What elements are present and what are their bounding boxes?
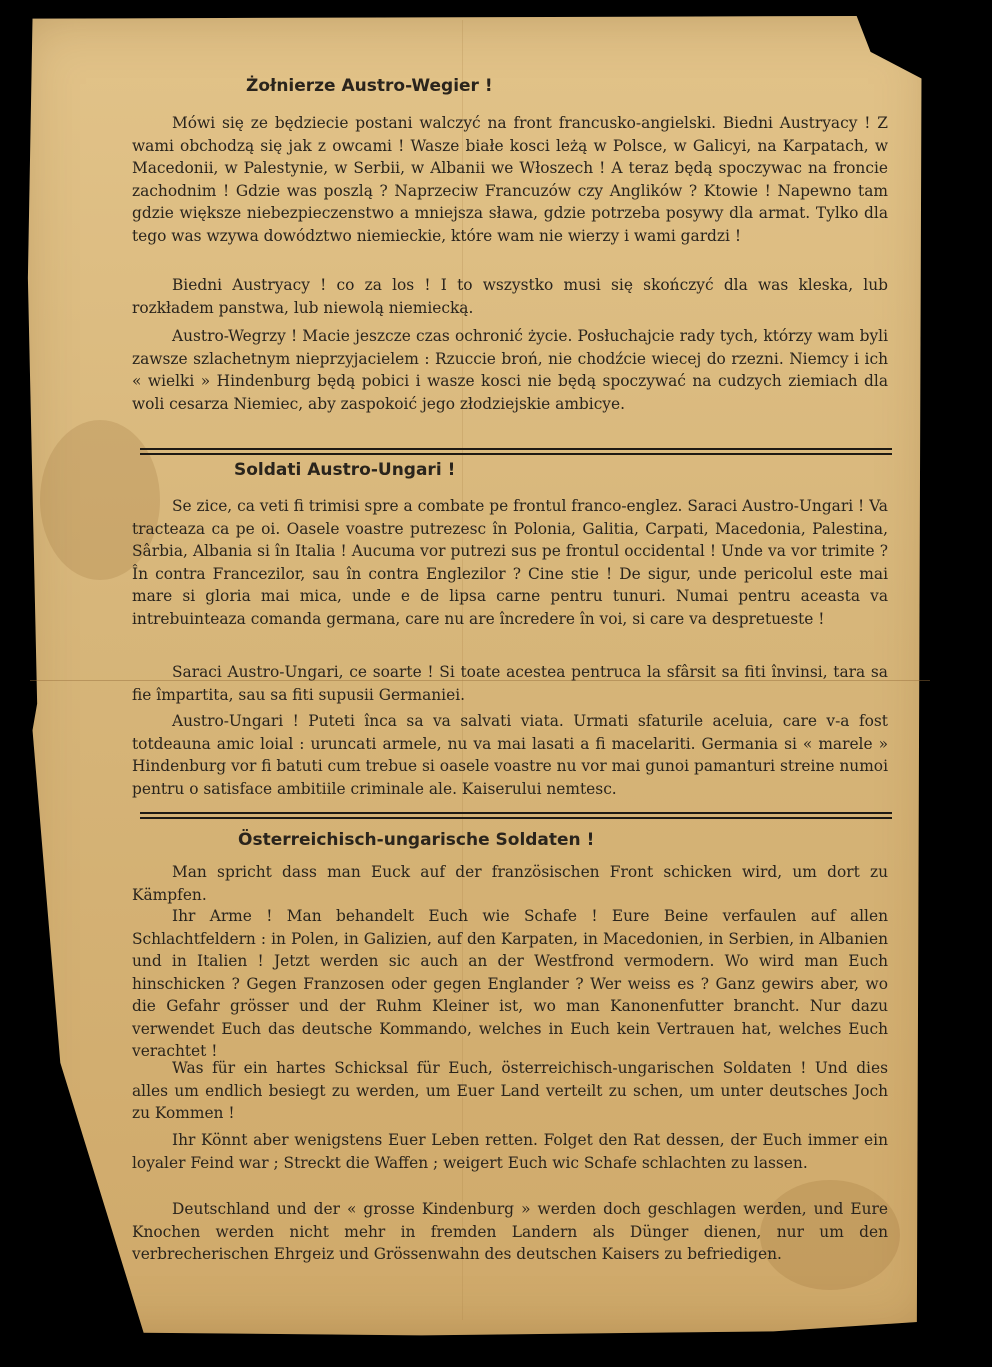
romanian-title: Soldati Austro-Ungari ! — [234, 460, 456, 480]
romanian-paragraph-1: Se zice, ca veti fi trimisi spre a combate pe frontul franco-englez. Saraci Austro-Ungari ! Va tracteaza ca pe oi. Oasele voastre putrezesc în Polonia, Galitia, Carpati, Macedonia, Palestina, Sârbia, Albania si în Italia ! Aucuma vor putrezi sus pe frontul occidental ! Unde va vor trimite ? În contra Francezilor, sau în contra Englezilor ? Cine stie ! De sigur, unde pericolul este mai mare si gloria mai mica, unde e de lipsa carne pentru tunuri. Numai pentru aceasta va intrebuinteaza comanda germana, care nu are încredere în voi, si care va despretueste ! — [132, 497, 888, 628]
romanian-paragraph-2: Saraci Austro-Ungari, ce soarte ! Si toate acestea pentruca la sfârsit sa fiti învinsi, tara sa fie împartita, sau sa fiti supusii Germaniei. — [132, 663, 888, 704]
german-paragraph-2: Ihr Arme ! Man behandelt Euch wie Schafe ! Eure Beine verfaulen auf allen Schlachtfeldern : in Polen, in Galizien, auf den Karpaten, in Macedonien, in Serbien, in Albanien und in Italien ! Jetzt werden sic auch an der Westfrond vermodern. Wo wird man Euch hinschicken ? Gegen Franzosen oder gegen Englander ? Wer weiss es ? Ganz gewirs aber, wo die Gefahr grösser und der Ruhm Kleiner ist, wo man Kanonenfutter brancht. Nur dazu verwendet Euch das deutsche Kommando, welches in Euch kein Vertrauen hat, welches Euch verachtet ! — [132, 907, 888, 1060]
german-paragraph-1: Man spricht dass man Euck auf der französischen Front schicken wird, um dort zu Kämpfen. — [132, 863, 888, 904]
german-paragraph-4: Ihr Könnt aber wenigstens Euer Leben retten. Folget den Rat dessen, der Euch immer ein loyaler Feind war ; Streckt die Waffen ; weigert Euch wic Schafe schlachten zu lassen. — [132, 1131, 888, 1172]
polish-paragraph-1: Mówi się ze będziecie postani walczyć na front francusko-angielski. Biedni Austryacy ! Z wami obchodzą się jak z owcami ! Wasze białe kosci leżą w Polsce, w Galicyi, na Karpatach, w Macedonii, w Palestynie, w Serbii, w Albanii we Włoszech ! A teraz będą spoczywac na froncie zachodnim ! Gdzie was poszlą ? Naprzeciw Francuzów czy Anglików ? Ktowie ! Napewno tam gdzie większe niebezpieczenstwo a mniejsza sława, gdzie potrzeba posywy dla armat. Tylko dla tego was wzywa dowództwo niemieckie, które wam nie wierzy i wami gardzi ! — [132, 114, 888, 245]
section-divider — [140, 448, 892, 455]
polish-title: Żołnierze Austro-Wegier ! — [246, 76, 493, 96]
polish-paragraph-2: Biedni Austryacy ! co za los ! I to wszystko musi się skończyć dla was kleska, lub rozkładem panstwa, lub niewolą niemiecką. — [132, 276, 888, 317]
german-paragraph-3: Was für ein hartes Schicksal für Euch, österreichisch-ungarischen Soldaten ! Und dies alles um endlich besiegt zu werden, um Euer Land verteilt zu schen, um unter deutsches Joch zu Kommen ! — [132, 1059, 888, 1122]
section-divider — [140, 812, 892, 819]
german-title: Österreichisch-ungarische Soldaten ! — [238, 830, 595, 850]
romanian-paragraph-3: Austro-Ungari ! Puteti înca sa va salvati viata. Urmati sfaturile aceluia, care v-a fost totdeauna amic loial : uruncati armele, nu va mai lasati a fi macelariti. Germania si « marele » Hindenburg vor fi batuti cum trebue si oasele voastre nu vor mai gunoi pamanturi streine numoi pentru o satisface ambitiile criminale ale. Kaiserului nemtesc. — [132, 712, 888, 798]
german-paragraph-5: Deutschland und der « grosse Kindenburg » werden doch geschlagen werden, und Eure Knochen werden nicht mehr in fremden Landern als Dünger dienen, nur um den verbrecherischen Ehrgeiz und Grössenwahn des deutschen Kaisers zu befriedigen. — [132, 1200, 888, 1263]
polish-paragraph-3: Austro-Wegrzy ! Macie jeszcze czas ochronić życie. Posłuchajcie rady tych, którzy wam byli zawsze szlachetnym nieprzyjacielem : Rzuccie broń, nie chodźcie wiecej do rzezni. Niemcy i ich « wielki » Hindenburg będą pobici i wasze kosci nie będą spoczywać na cudzych ziemiach dla woli cesarza Niemiec, aby zaspokoić jego złodziejskie ambicye. — [132, 327, 888, 413]
